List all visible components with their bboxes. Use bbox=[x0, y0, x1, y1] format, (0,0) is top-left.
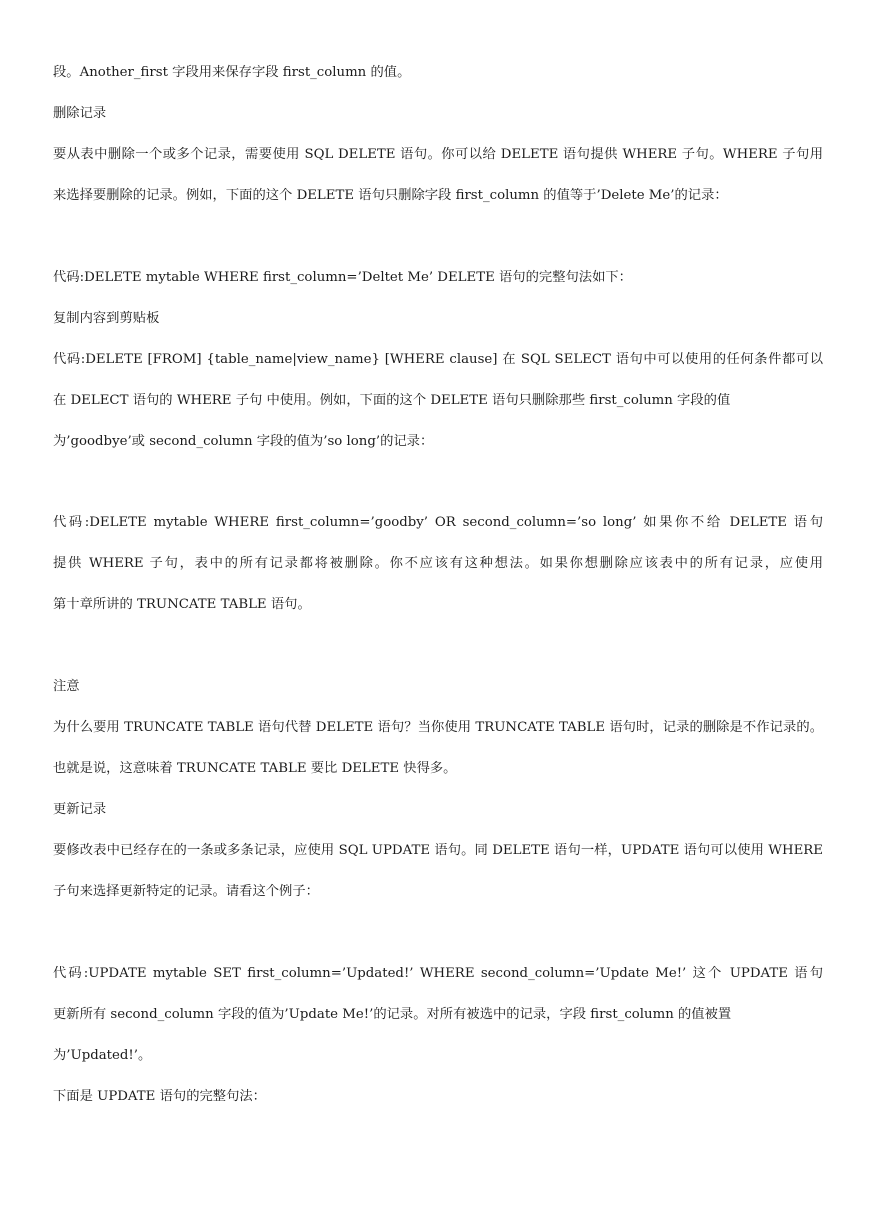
code-line: 代码:UPDATE mytable SET first_column=’Updated!’ WHERE second_column=’Update Me!’ 这个 UPDATE 语句 bbox=[53, 966, 823, 981]
paragraph-line: 下面是 UPDATE 语句的完整句法： bbox=[53, 1089, 266, 1104]
paragraph-line: 在 DELECT 语句的 WHERE 子句 中使用。例如，下面的这个 DELETE 语句只删除那些 first_column 字段的值 bbox=[53, 393, 731, 408]
paragraph-line: 第十章所讲的 TRUNCATE TABLE 语句。 bbox=[53, 597, 311, 612]
paragraph-line: 提供 WHERE 子句，表中的所有记录都将被删除。你不应该有这种想法。如果你想删除应该表中的所有记录，应使用 bbox=[53, 556, 823, 571]
code-line: 代码:DELETE mytable WHERE first_column=’goodby’ OR second_column=’so long’ 如果你不给 DELETE 语句 bbox=[53, 515, 823, 530]
paragraph-line: 也就是说，这意味着 TRUNCATE TABLE 要比 DELETE 快得多。 bbox=[53, 761, 457, 776]
paragraph-line: 更新所有 second_column 字段的值为’Update Me!’的记录。对所有被选中的记录，字段 first_column 的值被置 bbox=[53, 1007, 732, 1022]
paragraph-line: 来选择要删除的记录。例如，下面的这个 DELETE 语句只删除字段 first_column 的值等于’Delete Me’的记录： bbox=[53, 188, 728, 203]
section-heading-update-records: 更新记录 bbox=[53, 802, 107, 817]
paragraph-line: 为什么要用 TRUNCATE TABLE 语句代替 DELETE 语句？当你使用 TRUNCATE TABLE 语句时，记录的删除是不作记录的。 bbox=[53, 720, 823, 735]
section-heading-delete-records: 删除记录 bbox=[53, 106, 107, 121]
paragraph-line: 段。Another_first 字段用来保存字段 first_column 的值。 bbox=[53, 65, 411, 80]
note-heading: 注意 bbox=[53, 679, 80, 694]
paragraph-line: 为’Updated!’。 bbox=[53, 1048, 152, 1063]
paragraph-line: 为’goodbye’或 second_column 字段的值为’so long’的记录： bbox=[53, 434, 434, 449]
paragraph-line: 子句来选择更新特定的记录。请看这个例子： bbox=[53, 884, 319, 899]
code-line: 代码:DELETE [FROM] {table_name|view_name} [WHERE clause] 在 SQL SELECT 语句中可以使用的任何条件都可以 bbox=[53, 352, 823, 367]
paragraph-line: 要从表中删除一个或多个记录，需要使用 SQL DELETE 语句。你可以给 DELETE 语句提供 WHERE 子句。WHERE 子句用 bbox=[53, 147, 823, 162]
paragraph-line: 要修改表中已经存在的一条或多条记录，应使用 SQL UPDATE 语句。同 DELETE 语句一样，UPDATE 语句可以使用 WHERE bbox=[53, 843, 823, 858]
code-line: 代码:DELETE mytable WHERE first_column=’Deltet Me’ DELETE 语句的完整句法如下： bbox=[53, 270, 632, 285]
copy-to-clipboard-label: 复制内容到剪贴板 bbox=[53, 311, 160, 326]
